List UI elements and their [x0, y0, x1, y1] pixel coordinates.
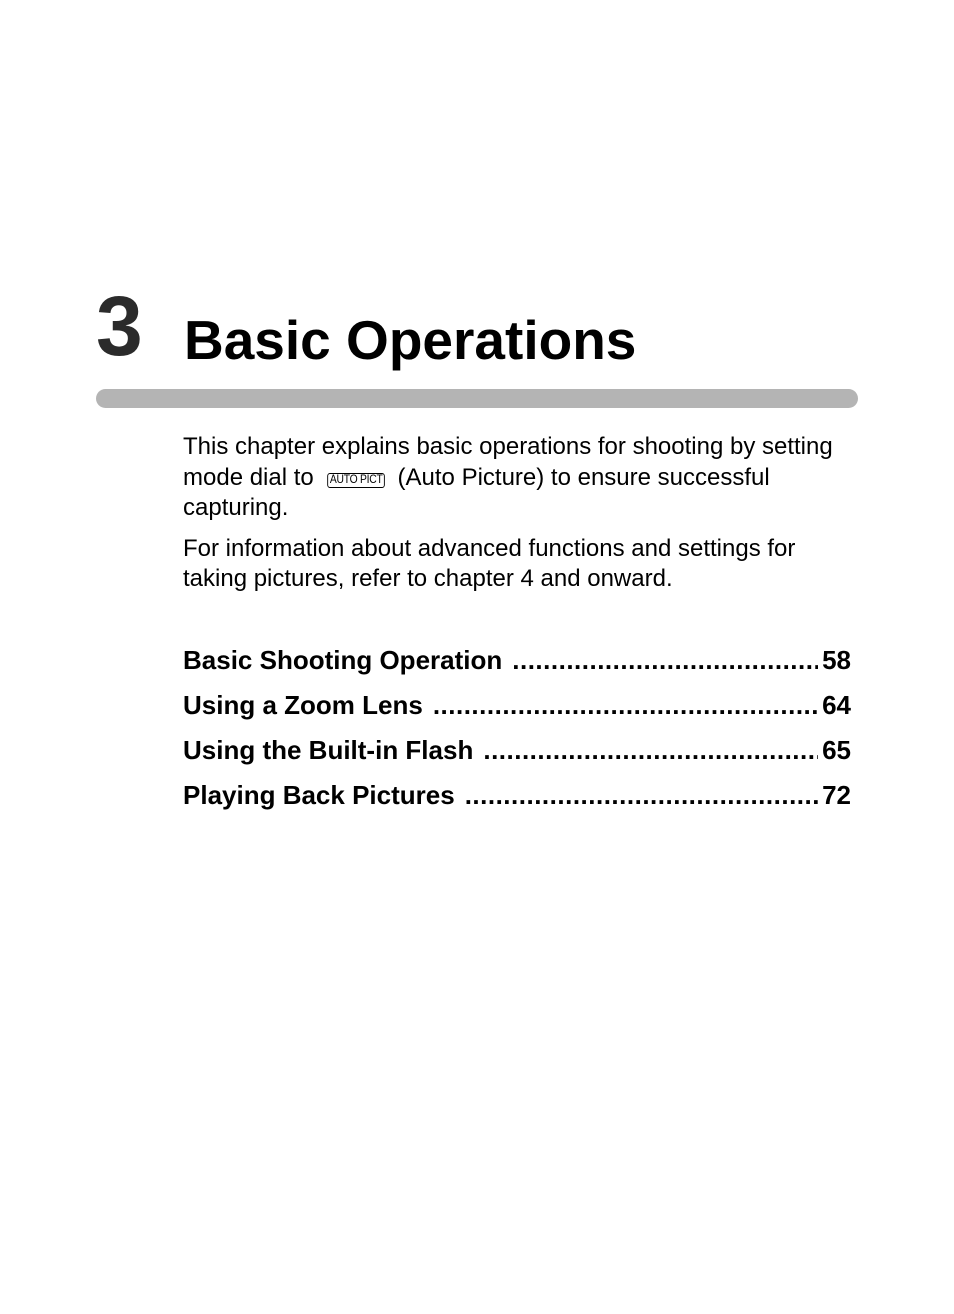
toc-leader-dots	[512, 645, 818, 676]
toc-leader-dots	[483, 735, 818, 766]
toc-leader-dots	[433, 690, 818, 721]
intro-p1-before: This chapter explains basic operations for shooting by setting mode dial to	[183, 433, 833, 491]
toc-item-playing-back-pictures[interactable]	[183, 780, 851, 825]
toc-item-page: 58	[822, 645, 851, 675]
title-divider	[96, 389, 858, 408]
toc-item-using-the-built-in-flash[interactable]	[183, 735, 851, 780]
toc-item-using-a-zoom-lens[interactable]	[183, 690, 851, 735]
intro-paragraph-2: For information about advanced functions and settings for taking pictures, refer to chapter 4 and onward.	[183, 534, 796, 592]
chapter-title: Basic Operations	[184, 309, 637, 371]
chapter-number: 3	[96, 279, 141, 373]
auto-picture-mode-icon: AUTO PICT	[328, 473, 386, 488]
table-of-contents	[183, 645, 851, 825]
toc-item-basic-shooting-operation[interactable]	[183, 645, 851, 690]
intro-p1-after: (Auto Picture) to ensure successful capturing.	[183, 463, 770, 521]
toc-item-label: Using a Zoom Lens	[183, 690, 423, 720]
toc-leader-dots	[465, 780, 818, 811]
toc-item-label: Using the Built-in Flash	[183, 735, 474, 765]
toc-item-label: Playing Back Pictures	[183, 780, 455, 810]
toc-item-label: Basic Shooting Operation	[183, 645, 503, 675]
toc-item-page: 65	[822, 735, 851, 765]
intro-text	[183, 432, 863, 605]
intro-paragraph-1	[183, 432, 863, 524]
toc-item-page: 72	[822, 780, 851, 810]
toc-item-page: 64	[822, 690, 851, 720]
